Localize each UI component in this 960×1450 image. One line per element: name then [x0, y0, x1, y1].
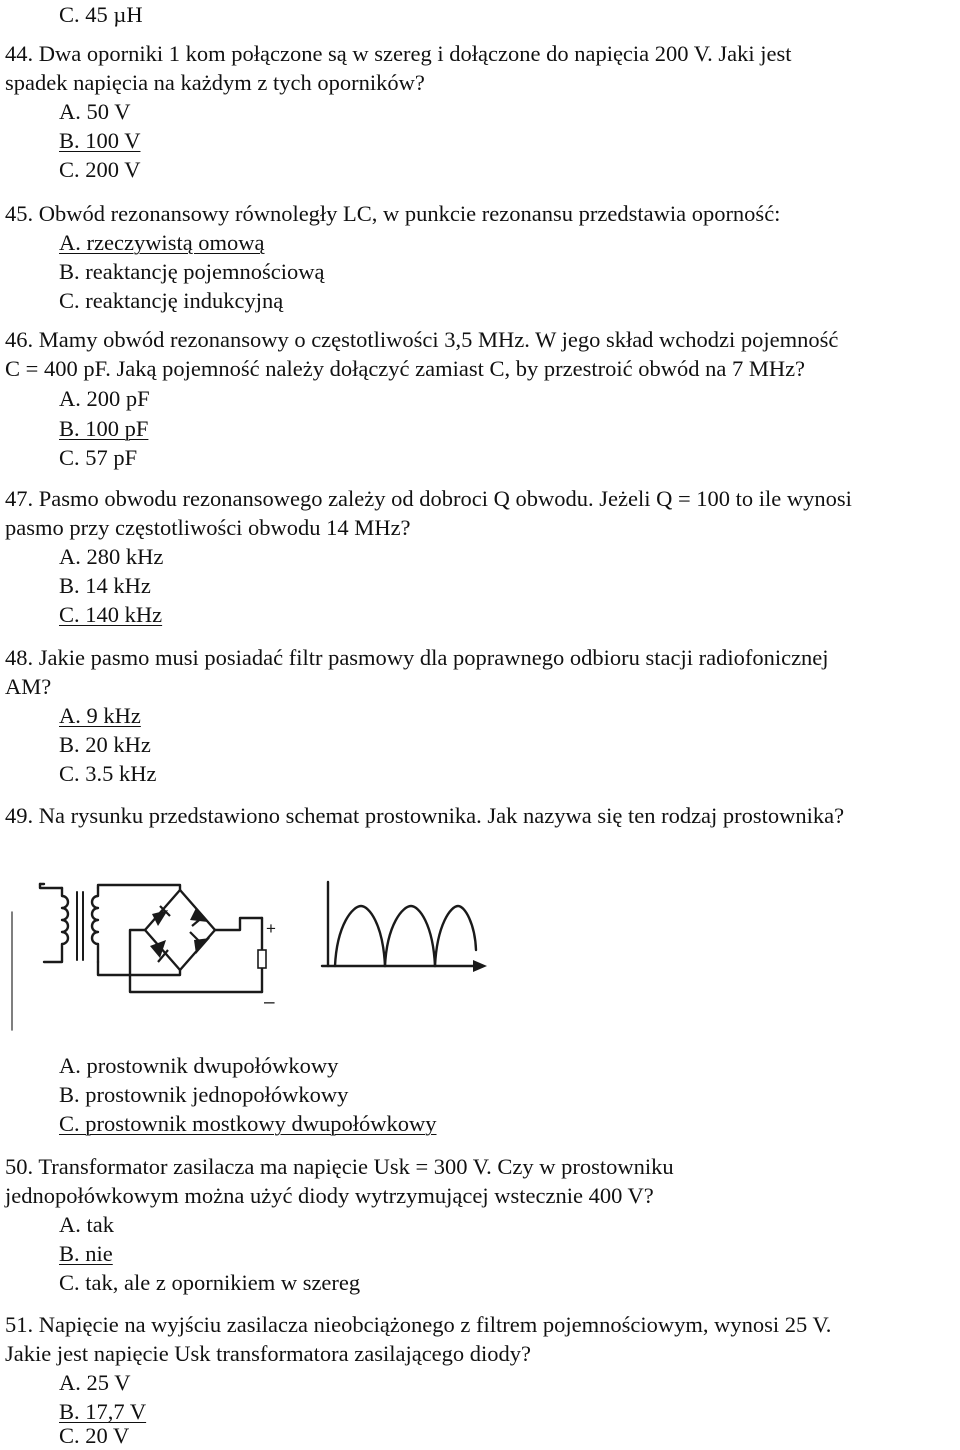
- question-line: C = 400 pF. Jaką pojemność należy dołączyć zamiast C, by przestroić obwód na 7 MHz?: [5, 356, 806, 381]
- option-line: C. 20 V: [59, 1423, 130, 1448]
- option-line: C. 45 µH: [59, 2, 143, 27]
- question-line: 44. Dwa oporniki 1 kom połączone są w szereg i dołączone do napięcia 200 V. Jaki jest: [5, 41, 792, 66]
- question-line: 45. Obwód rezonansowy równoległy LC, w punkcie rezonansu przedstawia oporność:: [5, 201, 781, 226]
- question-line: 50. Transformator zasilacza ma napięcie Usk = 300 V. Czy w prostowniku: [5, 1154, 674, 1179]
- option-line: A. 50 V: [59, 99, 131, 124]
- question-line: 46. Mamy obwód rezonansowy o częstotliwości 3,5 MHz. W jego skład wchodzi pojemność: [5, 327, 839, 352]
- axis-arrow-icon: [473, 960, 487, 972]
- question-line: jednopołówkowym można użyć diody wytrzymującej wstecznie 400 V?: [5, 1183, 654, 1208]
- waveform-half-wave-1: [335, 906, 385, 966]
- correct-option-line: B. nie: [59, 1241, 113, 1266]
- correct-option-line: C. prostownik mostkowy dwupołówkowy: [59, 1111, 437, 1136]
- minus-sign: –: [264, 992, 275, 1013]
- question-line: Jakie jest napięcie Usk transformatora zasilającego diody?: [5, 1341, 532, 1366]
- question-line: AM?: [5, 674, 52, 699]
- correct-option-line: B. 100 pF: [59, 416, 149, 441]
- option-line: A. 280 kHz: [59, 544, 164, 569]
- option-line: A. prostownik dwupołówkowy: [59, 1053, 339, 1078]
- question-line: pasmo przy częstotliwości obwodu 14 MHz?: [5, 515, 411, 540]
- option-line: C. 3.5 kHz: [59, 761, 157, 786]
- option-line: B. 20 kHz: [59, 732, 151, 757]
- load-resistor-icon: [258, 950, 266, 968]
- correct-option-line: A. rzeczywistą omową: [59, 230, 265, 255]
- option-line: B. reaktancję pojemnościową: [59, 259, 325, 284]
- option-line: B. 14 kHz: [59, 573, 151, 598]
- question-line: 49. Na rysunku przedstawiono schemat prostownika. Jak nazywa się ten rodzaj prostownika?: [5, 803, 845, 828]
- option-line: C. 200 V: [59, 157, 141, 182]
- correct-option-line: B. 17,7 V: [59, 1399, 147, 1424]
- option-line: B. prostownik jednopołówkowy: [59, 1082, 349, 1107]
- waveform-half-wave-3: [435, 906, 476, 966]
- option-line: A. 200 pF: [59, 386, 150, 411]
- question-line: 47. Pasmo obwodu rezonansowego zależy od dobroci Q obwodu. Jeżeli Q = 100 to ile wynosi: [5, 486, 852, 511]
- question-line: spadek napięcia na każdym z tych oporników?: [5, 70, 425, 95]
- option-line: A. 25 V: [59, 1370, 131, 1395]
- correct-option-line: B. 100 V: [59, 128, 141, 153]
- rectifier-schematic-figure: [0, 870, 520, 1045]
- question-line: 51. Napięcie na wyjściu zasilacza nieobciążonego z filtrem pojemnościowym, wynosi 25 V.: [5, 1312, 832, 1337]
- waveform-half-wave-2: [385, 906, 435, 966]
- correct-option-line: A. 9 kHz: [59, 703, 141, 728]
- option-line: A. tak: [59, 1212, 114, 1237]
- plus-sign: +: [266, 919, 276, 938]
- correct-option-line: C. 140 kHz: [59, 602, 163, 627]
- option-line: C. 57 pF: [59, 445, 138, 470]
- option-line: C. reaktancję indukcyjną: [59, 288, 284, 313]
- option-line: C. tak, ale z opornikiem w szereg: [59, 1270, 361, 1295]
- question-line: 48. Jakie pasmo musi posiadać filtr pasmowy dla poprawnego odbioru stacji radiofonicznej: [5, 645, 829, 670]
- rectified-waveform: [322, 882, 478, 966]
